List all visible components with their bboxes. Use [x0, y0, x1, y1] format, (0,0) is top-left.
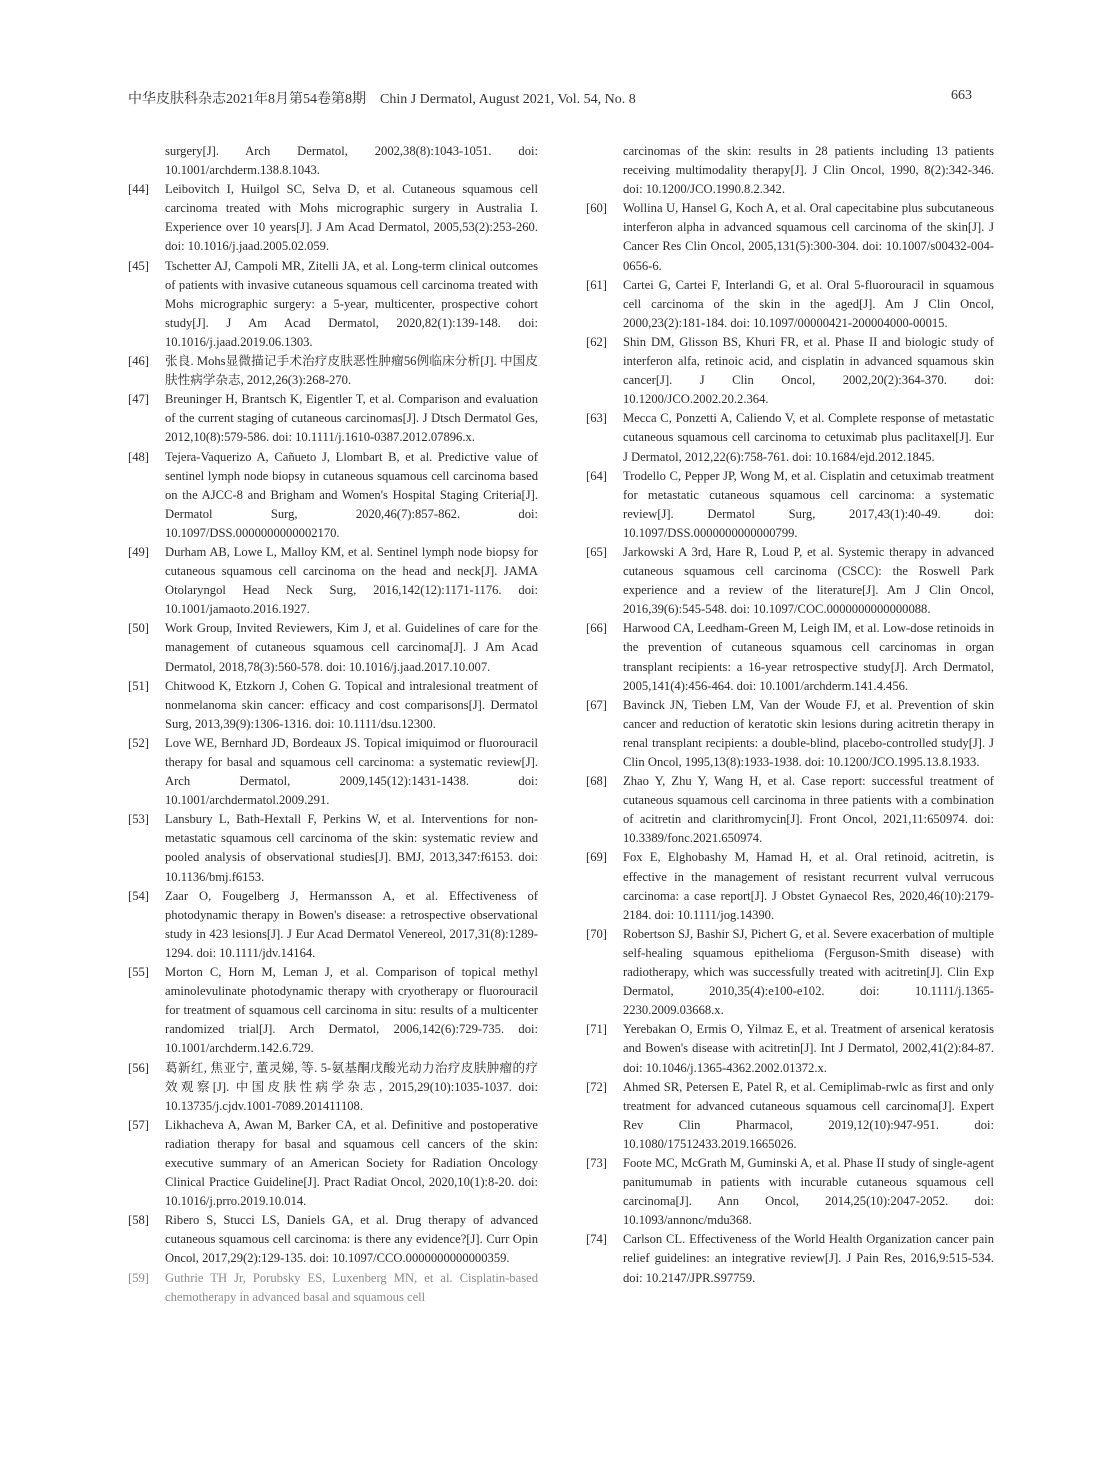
reference-text: 张良. Mohs显微描记手术治疗皮肤恶性肿瘤56例临床分析[J]. 中国皮肤性病学杂志, 2012,26(3):268-270. — [165, 354, 538, 388]
reference-text: Lansbury L, Bath-Hextall F, Perkins W, et al. Interventions for non-metastatic squamous cell carcinoma of the skin: systematic review and pooled analysis of observational studies[J]. BMJ, 2013,347:f6153. doi: 10.1136/bmj.f6153. — [165, 812, 538, 884]
running-header — [128, 88, 972, 110]
reference-text: carcinomas of the skin: results in 28 patients including 13 patients receiving multimodality therapy[J]. J Clin Oncol, 1990, 8(2):342-346. doi: 10.1200/JCO.1990.8.2.342. — [623, 144, 994, 197]
reference-number: [67] — [586, 697, 607, 712]
reference-entry — [128, 1116, 538, 1211]
reference-entry — [586, 1154, 994, 1230]
reference-text: Yerebakan O, Ermis O, Yilmaz E, et al. Treatment of arsenical keratosis and Bowen's disease with acitretin[J]. Int J Dermatol, 2002,41(2):84-87. doi: 10.1046/j.1365-4362.2002.01372.x. — [623, 1022, 994, 1075]
reference-text: Love WE, Bernhard JD, Bordeaux JS. Topical imiquimod or fluorouracil therapy for basal and squamous cell carcinoma: a systematic review[J]. Arch Dermatol, 2009,145(12):1431-1438. doi: 10.1001/archdermatol.2009.291. — [165, 735, 538, 808]
reference-text: Mecca C, Ponzetti A, Caliendo V, et al. Complete response of metastatic cutaneous squamous cell carcinoma to cetuximab plus paclitaxel[J]. Eur J Dermatol, 2012,22(6):758-761. doi: 10.1684/ejd.2012.1845. — [623, 411, 994, 464]
reference-number: [65] — [586, 544, 607, 559]
reference-number: [68] — [586, 774, 607, 789]
reference-column-right — [586, 142, 994, 1288]
reference-number: [69] — [586, 850, 607, 865]
reference-entry — [586, 142, 994, 199]
reference-entry — [586, 848, 994, 924]
reference-number: [71] — [586, 1022, 607, 1037]
reference-entry — [586, 696, 994, 772]
reference-number: [64] — [586, 468, 607, 483]
reference-entry — [586, 276, 994, 333]
reference-entry — [128, 390, 538, 447]
reference-number: [45] — [128, 258, 149, 273]
page-number: 663 — [951, 88, 972, 103]
reference-text: surgery[J]. Arch Dermatol, 2002,38(8):1043-1051. doi: 10.1001/archderm.138.8.1043. — [165, 144, 538, 178]
reference-entry — [128, 543, 538, 619]
reference-number: [70] — [586, 926, 607, 941]
reference-entry — [586, 467, 994, 543]
reference-entry — [586, 543, 994, 619]
reference-entry — [586, 1230, 994, 1287]
reference-text: Fox E, Elghobashy M, Hamad H, et al. Oral retinoid, acitretin, is effective in the management of resistant recurrent vulval verrucous carcinoma: a case report[J]. J Obstet Gynaecol Res, 2020,46(10):2179-2184. doi: 10.1111/jog.14390. — [623, 850, 994, 922]
reference-number: [59] — [128, 1270, 149, 1285]
journal-citation: 中华皮肤科杂志2021年8月第54卷第8期 Chin J Dermatol, August 2021, Vol. 54, No. 8 — [128, 92, 636, 107]
reference-entry — [128, 257, 538, 352]
reference-entry — [586, 1020, 994, 1077]
reference-text: Jarkowski A 3rd, Hare R, Loud P, et al. Systemic therapy in advanced cutaneous squamous cell carcinoma (CSCC): the Roswell Park experience and a review of the literature[J]. Am J Clin Oncol, 2016,39(6):545-548. doi: 10.1097/COC.0000000000000088. — [623, 544, 994, 617]
reference-number: [54] — [128, 888, 149, 903]
reference-text: Zhao Y, Zhu Y, Wang H, et al. Case report: successful treatment of cutaneous squamous cell carcinoma in three patients with a combination of acitretin and clarithromycin[J]. Front Oncol, 2021,11:650974. doi: 10.3389/fonc.2021.650974. — [623, 774, 994, 846]
reference-text: Wollina U, Hansel G, Koch A, et al. Oral capecitabine plus subcutaneous interferon alpha in advanced squamous cell carcinoma of the skin[J]. J Cancer Res Clin Oncol, 2005,131(5):300-304. doi: 10.1007/s00432-004-0656-6. — [623, 201, 994, 273]
reference-entry — [586, 409, 994, 466]
reference-number: [60] — [586, 201, 607, 216]
reference-entry — [128, 619, 538, 676]
reference-column-left — [128, 142, 538, 1307]
reference-text: Robertson SJ, Bashir SJ, Pichert G, et al. Severe exacerbation of multiple self-healing squamous epithelioma (Ferguson-Smith disease) with radiotherapy, which was successfully treated with acitretin[J]. Clin Exp Dermatol, 2010,35(4):e100-e102. doi: 10.1111/j.1365-2230.2009.03668.x. — [623, 926, 994, 1018]
reference-entry — [128, 180, 538, 256]
reference-text: 葛新红, 焦亚宁, 董灵娣, 等. 5-氨基酮戊酸光动力治疗皮肤肿瘤的疗效观察[J]. 中国皮肤性病学杂志, 2015,29(10):1035-1037. doi: 10.13735/j.cjdv.1001-7089.201411108. — [165, 1060, 538, 1113]
reference-number: [74] — [586, 1232, 607, 1247]
reference-number: [52] — [128, 735, 149, 750]
reference-number: [48] — [128, 449, 149, 464]
reference-entry — [128, 677, 538, 734]
reference-text: Zaar O, Fougelberg J, Hermansson A, et al. Effectiveness of photodynamic therapy in Bowen's disease: a retrospective observational study in 423 lesions[J]. J Eur Acad Dermatol Venereol, 2017,31(8):1289-1294. doi: 10.1111/jdv.14164. — [165, 888, 538, 960]
reference-entry — [128, 1211, 538, 1268]
reference-text: Trodello C, Pepper JP, Wong M, et al. Cisplatin and cetuximab treatment for metastatic cutaneous squamous cell carcinoma: a systematic review[J]. Dermatol Surg, 2017,43(1):40-49. doi: 10.1097/DSS.0000000000000799. — [623, 468, 994, 540]
reference-text: Ribero S, Stucci LS, Daniels GA, et al. Drug therapy of advanced cutaneous squamous cell carcinoma: is there any evidence?[J]. Curr Opin Oncol, 2017,29(2):129-135. doi: 10.1097/CCO.0000000000000359. — [165, 1213, 538, 1266]
reference-number: [44] — [128, 182, 149, 197]
reference-text: Likhacheva A, Awan M, Barker CA, et al. Definitive and postoperative radiation therapy for basal and squamous cell cancers of the skin: executive summary of an American Society for Radiation Oncology Clinical Practice Guideline[J]. Pract Radiat Oncol, 2020,10(1):8-20. doi: 10.1016/j.prro.2019.10.014. — [165, 1117, 538, 1209]
reference-number: [55] — [128, 965, 149, 980]
reference-entry — [128, 142, 538, 180]
reference-number: [56] — [128, 1060, 149, 1075]
reference-text: Morton C, Horn M, Leman J, et al. Comparison of topical methyl aminolevulinate photodynamic therapy with cryotherapy or fluorouracil for treatment of squamous cell carcinoma in situ: results of a multicenter randomized trial[J]. Arch Dermatol, 2006,142(6):729-735. doi: 10.1001/archderm.142.6.729. — [165, 965, 538, 1056]
reference-text: Foote MC, McGrath M, Guminski A, et al. Phase II study of single-agent panitumumab in patients with incurable cutaneous squamous cell carcinoma[J]. Ann Oncol, 2014,25(10):2047-2052. doi: 10.1093/annonc/mdu368. — [623, 1155, 994, 1228]
reference-entry — [128, 448, 538, 543]
reference-entry — [128, 352, 538, 390]
reference-text: Guthrie TH Jr, Porubsky ES, Luxenberg MN, et al. Cisplatin-based chemotherapy in advanced basal and squamous cell — [165, 1270, 538, 1304]
reference-text: Bavinck JN, Tieben LM, Van der Woude FJ, et al. Prevention of skin cancer and reduction of keratotic skin lesions during acitretin therapy in renal transplant recipients: a double-blind, placebo-controlled study[J]. J Clin Oncol, 1995,13(8):1933-1938. doi: 10.1200/JCO.1995.13.8.1933. — [623, 697, 994, 769]
reference-text: Work Group, Invited Reviewers, Kim J, et al. Guidelines of care for the management of cutaneous squamous cell carcinoma[J]. J Am Acad Dermatol, 2018,78(3):560-578. doi: 10.1016/j.jaad.2017.10.007. — [165, 621, 538, 674]
reference-entry — [586, 619, 994, 695]
reference-entry — [586, 925, 994, 1020]
reference-number: [57] — [128, 1117, 149, 1132]
reference-text: Ahmed SR, Petersen E, Patel R, et al. Cemiplimab-rwlc as first and only treatment for advanced cutaneous squamous cell carcinoma[J]. Expert Rev Clin Pharmacol, 2019,12(10):947-951. doi: 10.1080/17512433.2019.1665026. — [623, 1079, 994, 1151]
reference-entry — [128, 887, 538, 963]
reference-text: Shin DM, Glisson BS, Khuri FR, et al. Phase II and biologic study of interferon alfa, retinoic acid, and cisplatin in advanced squamous skin cancer[J]. J Clin Oncol, 2002,20(2):364-370. doi: 10.1200/JCO.2002.20.2.364. — [623, 334, 994, 407]
reference-text: Breuninger H, Brantsch K, Eigentler T, et al. Comparison and evaluation of the current staging of cutaneous carcinomas[J]. J Dtsch Dermatol Ges, 2012,10(8):579-586. doi: 10.1111/j.1610-0387.2012.07896.x. — [165, 392, 538, 445]
reference-number: [49] — [128, 544, 149, 559]
reference-text: Cartei G, Cartei F, Interlandi G, et al. Oral 5-fluorouracil in squamous cell carcinoma of the skin in the aged[J]. Am J Clin Oncol, 2000,23(2):181-184. doi: 10.1097/00000421-200004000-00015. — [623, 277, 994, 330]
reference-entry — [128, 1059, 538, 1116]
reference-entry — [586, 772, 994, 848]
reference-number: [72] — [586, 1079, 607, 1094]
reference-number: [47] — [128, 392, 149, 407]
reference-entry — [128, 810, 538, 886]
reference-text: Harwood CA, Leedham-Green M, Leigh IM, et al. Low-dose retinoids in the prevention of cutaneous squamous cell carcinomas in organ transplant recipients: a 16-year retrospective study[J]. Arch Dermatol, 2005,141(4):456-464. doi: 10.1001/archderm.141.4.456. — [623, 621, 994, 693]
reference-number: [66] — [586, 621, 607, 636]
reference-text: Tschetter AJ, Campoli MR, Zitelli JA, et al. Long-term clinical outcomes of patients with invasive cutaneous squamous cell carcinoma treated with Mohs micrographic surgery: a 5-year, multicenter, prospective cohort study[J]. J Am Acad Dermatol, 2020,82(1):139-148. doi: 10.1016/j.jaad.2019.06.1303. — [165, 258, 538, 349]
reference-number: [46] — [128, 354, 149, 369]
reference-number: [62] — [586, 334, 607, 349]
reference-entry — [128, 1269, 538, 1307]
reference-text: Tejera-Vaquerizo A, Cañueto J, Llombart B, et al. Predictive value of sentinel lymph node biopsy in cutaneous squamous cell carcinoma based on the AJCC-8 and Brigham and Women's Hospital Staging Criteria[J]. Dermatol Surg, 2020,46(7):857-862. doi: 10.1097/DSS.0000000000002170. — [165, 449, 538, 540]
reference-entry — [586, 1078, 994, 1154]
reference-entry — [586, 333, 994, 409]
reference-entry — [586, 199, 994, 275]
reference-text: Leibovitch I, Huilgol SC, Selva D, et al. Cutaneous squamous cell carcinoma treated with Mohs micrographic surgery in Australia I. Experience over 10 years[J]. J Am Acad Dermatol, 2005,53(2):253-260. doi: 10.1016/j.jaad.2005.02.059. — [165, 182, 538, 254]
reference-text: Carlson CL. Effectiveness of the World Health Organization cancer pain relief guidelines: an integrative review[J]. J Pain Res, 2016,9:515-534. doi: 10.2147/JPR.S97759. — [623, 1232, 994, 1285]
reference-number: [51] — [128, 678, 149, 693]
reference-text: Chitwood K, Etzkorn J, Cohen G. Topical and intralesional treatment of nonmelanoma skin cancer: efficacy and cost comparisons[J]. Dermatol Surg, 2013,39(9):1306-1316. doi: 10.1111/dsu.12300. — [165, 678, 538, 731]
reference-text: Durham AB, Lowe L, Malloy KM, et al. Sentinel lymph node biopsy for cutaneous squamous cell carcinoma on the head and neck[J]. JAMA Otolaryngol Head Neck Surg, 2016,142(12):1171-1176. doi: 10.1001/jamaoto.2016.1927. — [165, 544, 538, 617]
reference-number: [63] — [586, 411, 607, 426]
reference-entry — [128, 734, 538, 810]
reference-number: [53] — [128, 812, 149, 827]
reference-number: [58] — [128, 1213, 149, 1228]
reference-number: [61] — [586, 277, 607, 292]
reference-number: [73] — [586, 1155, 607, 1170]
reference-number: [50] — [128, 621, 149, 636]
reference-entry — [128, 963, 538, 1058]
